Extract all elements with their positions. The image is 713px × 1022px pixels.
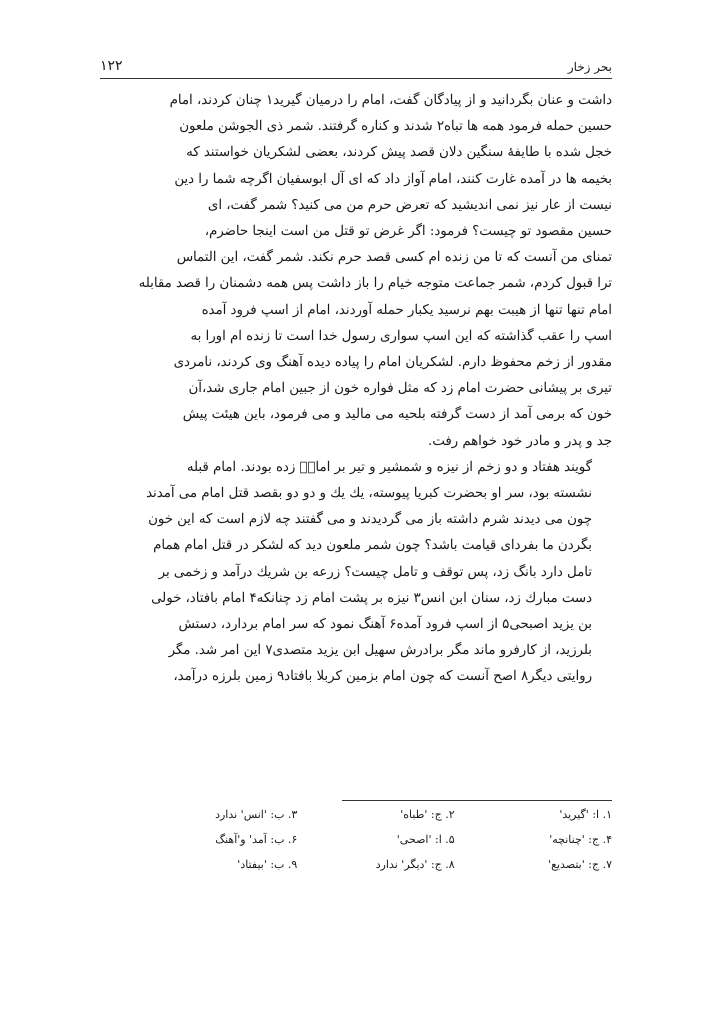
- text-line: روایتی دیگر۸ اصح آنست که چون امام بزمین کربلا بافتاد۹ زمین بلرزه درآمد،: [173, 669, 592, 685]
- text-line: نیست از عار نیز نمی اندیشید که تعرض حرم من می کنید؟ شمر گفت، ای: [207, 197, 612, 213]
- text-line: بلرزید، از کارفرو ماند مگر برادرش سهیل ابن یزید متصدی۷ این امر شد. مگر: [168, 643, 592, 659]
- paragraph-2: [100, 455, 612, 691]
- footnotes: [150, 808, 612, 871]
- text-line: خون که برمی آمد از دست گرفته بلحیه می مالید و می فرمود، باین هیئت پیش: [182, 407, 612, 423]
- text-line: بگردن ما بفردای قیامت باشد؟ چون شمر ملعون دید که لشکر در قتل امام همام: [153, 538, 592, 554]
- footnote: ۵. ا: 'اصحی': [396, 833, 455, 846]
- footnote: ۸. ج: 'دیگر' ندارد: [375, 858, 455, 871]
- page-number: ۱۲۲: [100, 58, 123, 74]
- text-line: چون می دیدند شرم داشته باز می گردیدند و می گفتند چه لازم است که این خون: [148, 512, 592, 528]
- text-line: امام تنها تنها از هیبت بهم نرسید یکبار حمله آوردند، امام از اسپ فرود آمده: [201, 302, 612, 318]
- page-header: [100, 52, 612, 79]
- running-title: بحر زخار: [567, 60, 612, 74]
- text-line: حسین حمله فرمود همه ها تباه۲ شدند و کناره گرفتند. شمر ذی الجوشن ملعون: [179, 119, 612, 135]
- text-line: بن یزید اصبحی۵ از اسپ فرود آمده۶ آهنگ نمود که سر امام بردارد، دستش: [178, 617, 592, 633]
- text-line: نشسته بود، سر او بحضرت کبریا پیوسته، یك یك و دو دو بقصد قتل امام می آمدند: [146, 486, 592, 502]
- text-line: ترا قبول کردم، شمر جماعت متوجه خیام را باز داشت پس همه دشمنان را قصد مقابله: [138, 276, 612, 292]
- text-line: جد و پدر و مادر خود خواهم رفت.: [428, 433, 612, 449]
- text-line: بخیمه ها در آمده غارت کنند، امام آواز داد که ای آل ابوسفیان اگرچه شما را دین: [174, 171, 612, 187]
- text-line: گویند هفتاد و دو زخم از نیزه و شمشیر و تیر بر امامؑ زده بودند. امام قبله: [186, 459, 592, 475]
- text-line: تیری بر پیشانی حضرت امام زد که مثل فواره خون از جبین امام جاری شد،آن: [188, 381, 612, 397]
- footnote: ۲. ج: 'طباه': [400, 808, 455, 821]
- footnote: ۱. ا: 'گیرید': [559, 808, 612, 821]
- text-line: تمنای من آنست که تا من زنده ام کسی قصد حرم نکند. شمر گفت، این التماس: [176, 250, 612, 266]
- paragraph-1: [100, 88, 612, 455]
- footnote: ۹. ب: 'بیفتاد': [237, 858, 298, 871]
- text-line: داشت و عنان بگردانید و از پیادگان گفت، امام را درمیان گیرید۱ چنان کردند، امام: [169, 93, 612, 108]
- footnote-divider: [342, 800, 612, 801]
- text-line: حسین مقصود تو چیست؟ فرمود: اگر غرض تو قتل من است اینجا حاضرم،: [204, 224, 612, 240]
- footnote: ۴. ج: 'چنانچه': [549, 833, 612, 846]
- text-line: مقدور از زخم محفوظ دارم. لشکریان امام را پیاده دیده آهنگ وی کردند، نامردی: [173, 355, 612, 371]
- footnote: ۳. ب: 'انس' ندارد: [215, 808, 298, 821]
- text-line: دست مبارك زد، سنان ابن انس۳ نیزه بر پشت امام زد چنانکه۴ امام بافتاد، خولی: [151, 590, 592, 606]
- text-line: اسپ را عقب گذاشته که این اسپ سواری رسول خدا است تا زنده ام اورا به: [190, 328, 612, 344]
- text-line: تامل دارد بانگ زد، پس توقف و تامل چیست؟ زرعه بن شریك درآمد و زخمی بر: [158, 564, 592, 580]
- main-text: [100, 88, 612, 691]
- footnote: ۶. ب: آمد' و'آهنگ: [215, 833, 298, 846]
- text-line: خجل شده با طایفهٔ سنگین دلان قصد پیش کردند، بعضی لشکریان خواستند که: [186, 145, 612, 161]
- footnote: ۷. ج: 'بتصدیع': [548, 858, 612, 871]
